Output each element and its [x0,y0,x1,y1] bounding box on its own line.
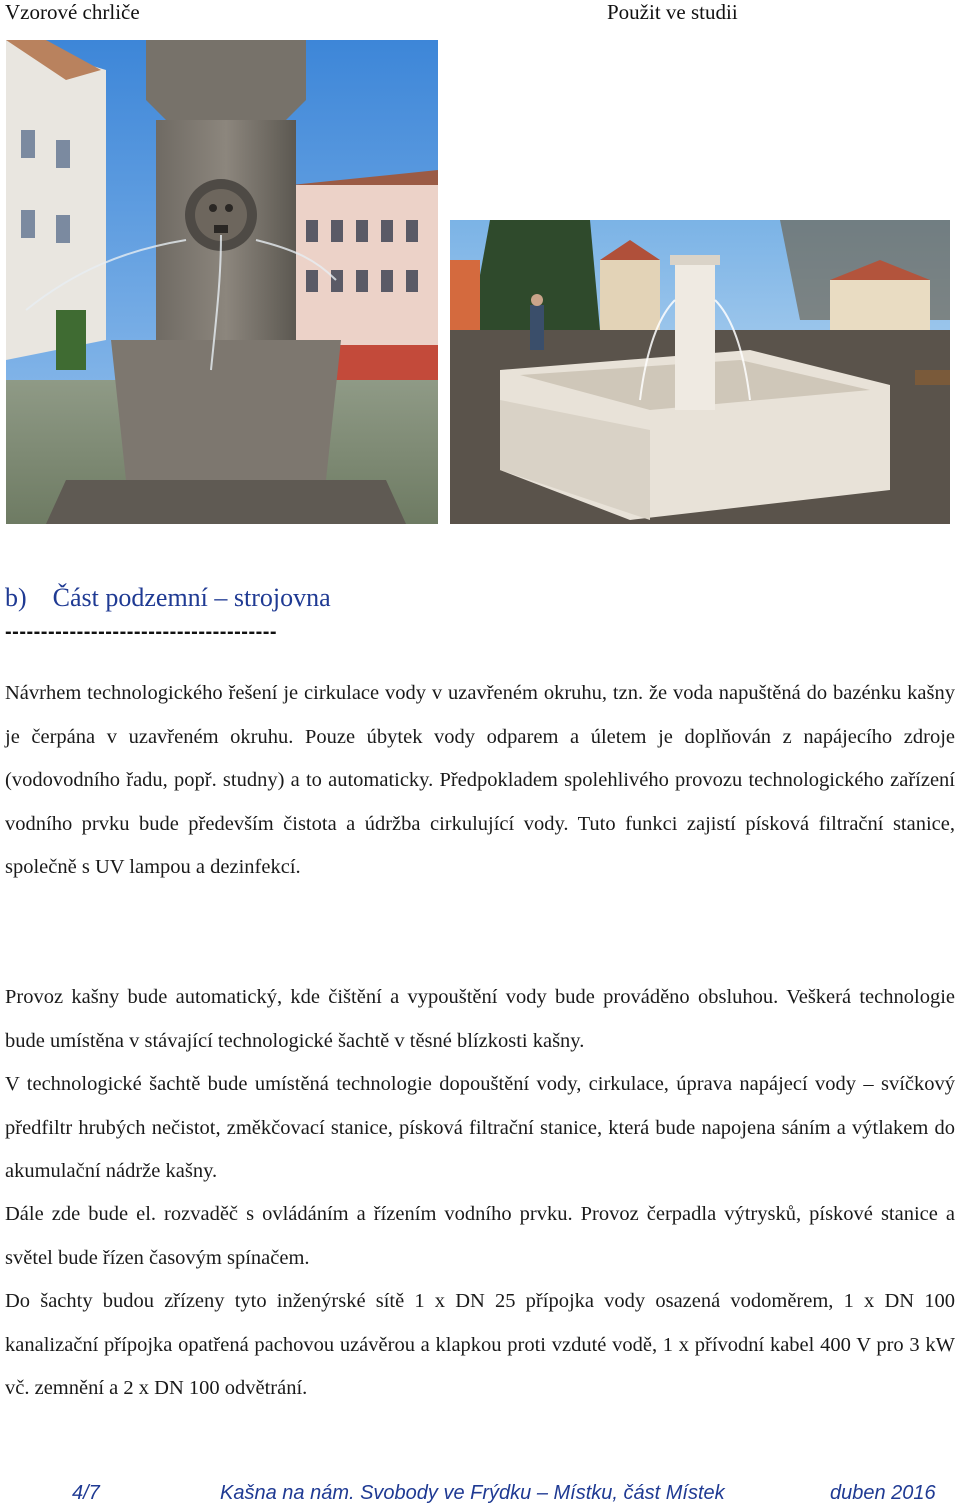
header-right: Použit ve studii [607,0,738,24]
paragraph-switchboard: Dále zde bude el. rozvaděč s ovládáním a řízením vodního prvku. Provoz čerpadla výtrysků, pískové stanice a světel bude řízen časovým spínačem. [5,1203,955,1269]
section-underline: -------------------------------------- [5,621,278,643]
lion-spout-illustration [6,40,438,524]
footer-page-number: 4/7 [72,1482,100,1504]
section-heading: b) Část podzemní – strojovna [5,583,331,612]
paragraph-technology: Návrhem technologického řešení je cirkulace vody v uzavřeném okruhu, tzn. že voda napuštěná do bazénku kašny je čerpána v uzavřeném okruhu. Pouze úbytek vody odparem a úletem je doplňován z napájecího zdroje (vodovodního řadu, popř. studny) a to automaticky. Předpokladem spolehlivého provozu technologického zařízení vodního prvku bude především čistota a údržba cirkulující vody. Tuto funkci zajistí písková filtrační stanice, společně s UV lampou a dezinfekcí. [5,682,955,878]
paragraph-operation: Provoz kašny bude automatický, kde čištění a vypouštění vody bude prováděno obsluhou. Veškerá technologie bude umístěna v stávající technologické šachtě v těsné blízkosti kašny. [5,986,955,1052]
paragraph-shaft-technology: V technologické šachtě bude umístěná technologie dopouštění vody, cirkulace, úprava napájecí vody – svíčkový předfiltr hrubých nečistot, změkčovací stanice, písková filtrační stanice, která bude napojena sáním a výtlakem do akumulační nádrže kašny. [5,1073,955,1182]
paragraph-utilities: Do šachty budou zřízeny tyto inženýrské sítě 1 x DN 25 přípojka vody osazená vodoměrem, 1 x DN 100 kanalizační přípojka opatřená pachovou uzávěrou a klapkou proti vzduté vodě, 1 x přívodní kabel 400 V pro 3 kW vč. zemnění a 2 x DN 100 odvětrání. [5,1290,955,1399]
fountain-basin-photo [450,220,950,524]
lion-spout-photo [6,40,438,524]
header-left: Vzorové chrliče [5,0,140,24]
footer-date: duben 2016 [830,1482,936,1504]
footer-title: Kašna na nám. Svobody ve Frýdku – Místku, část Místek [220,1482,725,1504]
fountain-basin-illustration [450,220,950,524]
